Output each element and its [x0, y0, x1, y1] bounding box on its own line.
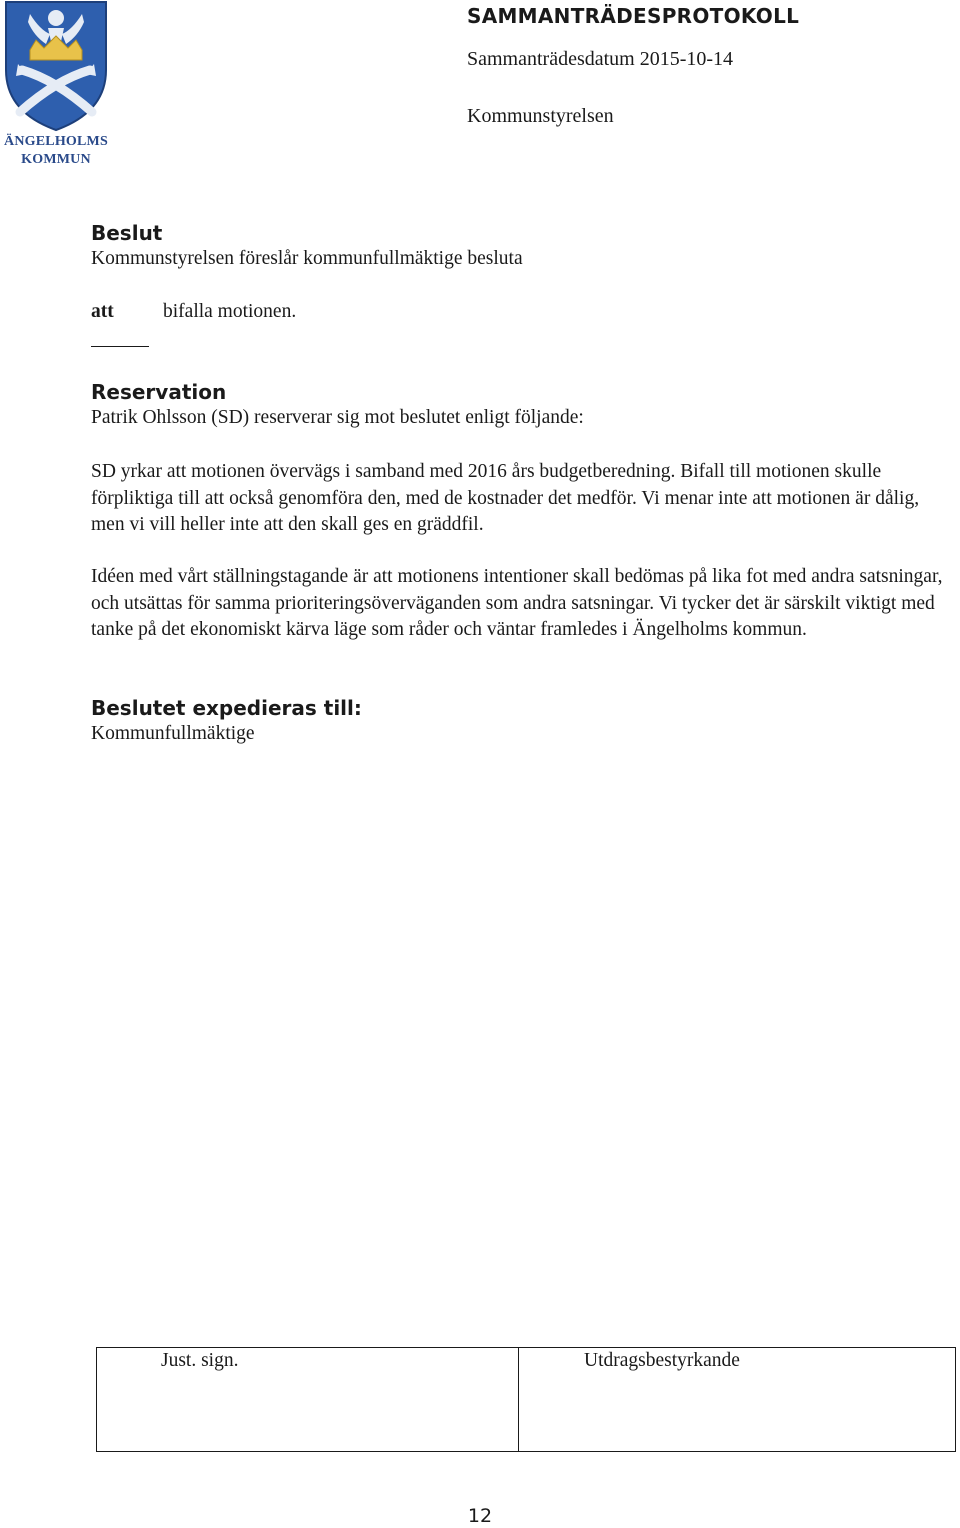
reservation-paragraph-1-block: [91, 459, 951, 539]
reservation-section: [91, 379, 951, 432]
meeting-date: Sammanträdesdatum 2015-10-14: [467, 48, 734, 70]
coat-of-arms-icon: [0, 0, 112, 132]
reservation-intro: Patrik Ohlsson (SD) reserverar sig mot beslutet enligt följande:: [91, 407, 584, 428]
document-title: SAMMANTRÄDESPROTOKOLL: [467, 4, 800, 28]
reservation-heading: Reservation: [91, 380, 227, 404]
beslut-heading: Beslut: [91, 221, 163, 245]
signature-divider: [518, 1348, 519, 1451]
utdragsbestyrkande-label: Utdragsbestyrkande: [584, 1350, 740, 1371]
municipality-logo: [0, 0, 112, 170]
reservation-paragraph-2-block: [91, 564, 951, 644]
just-sign-label: Just. sign.: [161, 1350, 239, 1371]
expedieras-section: [91, 695, 951, 748]
att-text: bifalla motionen.: [163, 301, 297, 322]
att-underline: [91, 346, 149, 347]
page-number: 12: [467, 1505, 493, 1527]
reservation-paragraph-1: SD yrkar att motionen övervägs i samband med 2016 års budgetberedning. Bifall till motionen skulle förpliktiga till att också genomföra den, med de kostnader det medför. Vi menar inte att motionen är dålig, men vi vill heller inte att den skall ges en gräddfil.: [91, 461, 920, 535]
signature-box: [96, 1347, 956, 1452]
logo-wordmark-line2: KOMMUN: [21, 152, 91, 167]
att-label: att: [91, 301, 114, 322]
expedieras-recipient: Kommunfullmäktige: [91, 723, 255, 744]
expedieras-heading: Beslutet expedieras till:: [91, 696, 362, 720]
logo-wordmark-line1: ÄNGELHOLMS: [4, 134, 108, 149]
beslut-intro: Kommunstyrelsen föreslår kommunfullmäktige besluta: [91, 248, 523, 269]
reservation-paragraph-2: Idéen med vårt ställningstagande är att motionens intentioner skall bedömas på lika fot med andra satsningar, och utsättas för samma prioriteringsöverväganden som andra satsningar. Vi tycker det är särskilt viktigt med tanke på det ekonomiskt kärva läge som råder och väntar framledes i Ängelholms kommun.: [91, 566, 943, 640]
beslut-section: [91, 220, 951, 273]
organization-name: Kommunstyrelsen: [467, 105, 614, 127]
